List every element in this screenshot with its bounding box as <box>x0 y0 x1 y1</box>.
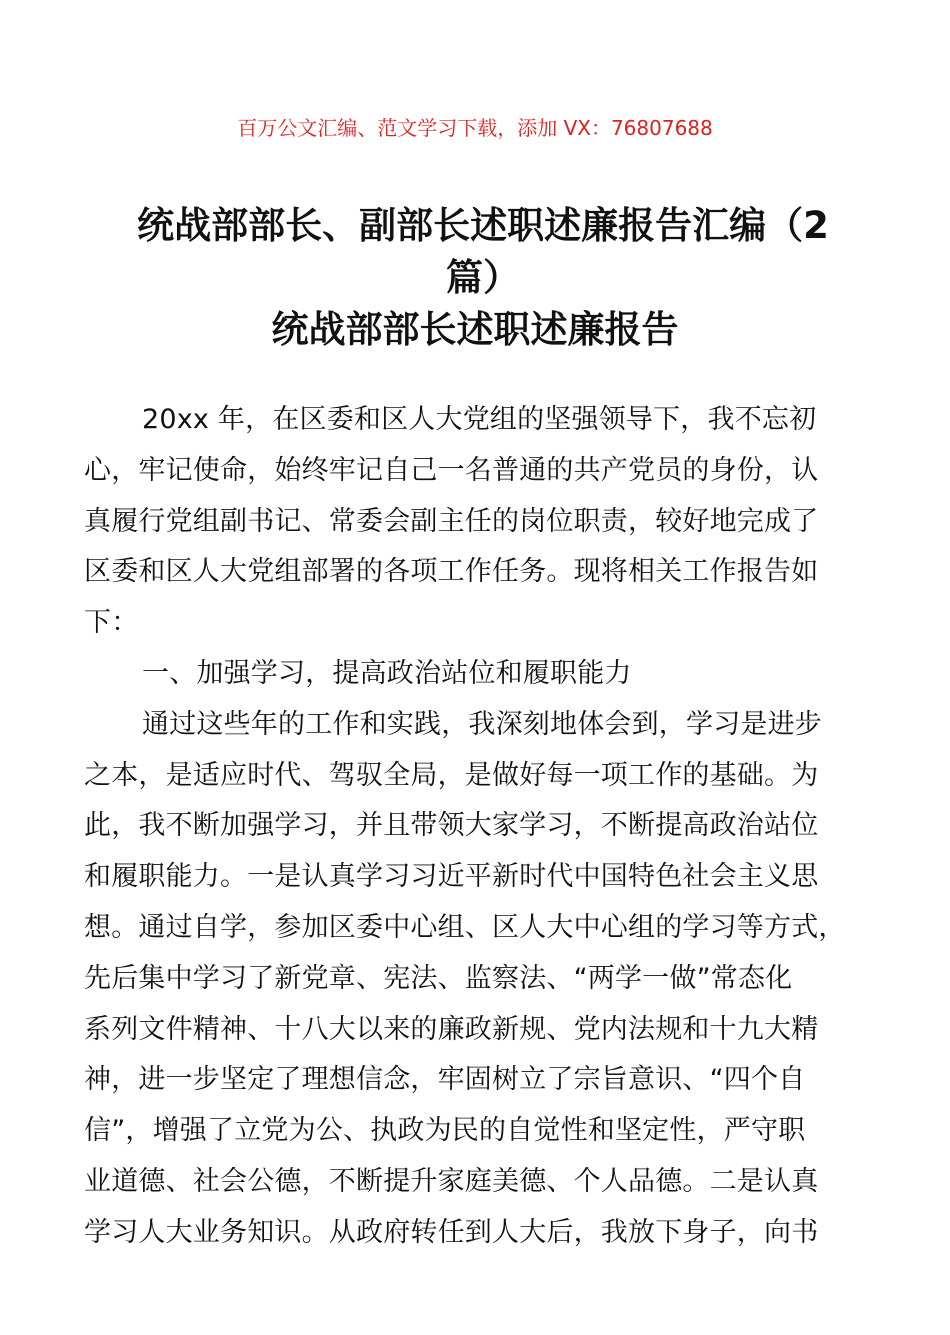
header-watermark-note: 百万公文汇编、范文学习下载，添加 VX：76807688 <box>237 116 713 140</box>
body-line: 通过这些年的工作和实践，我深刻地体会到，学习是进步 <box>142 708 822 740</box>
document-title-line-2: 篇） <box>446 256 520 299</box>
body-line: 信”，增强了立党为公、执政为民的自觉性和坚定性，严守职 <box>84 1115 806 1147</box>
body-line: 学习人大业务知识。从政府转任到人大后，我放下身子，向书 <box>84 1216 819 1248</box>
body-line: 和履职能力。一是认真学习习近平新时代中国特色社会主义思 <box>84 861 819 893</box>
document-subtitle: 统战部部长述职述廉报告 <box>271 308 679 351</box>
body-line: 系列文件精神、十八大以来的廉政新规、党内法规和十九大精 <box>84 1013 819 1045</box>
body-line: 之本，是适应时代、驾驭全局，是做好每一项工作的基础。为 <box>84 759 819 791</box>
body-line: 下： <box>84 607 139 639</box>
document-body <box>84 395 904 1259</box>
body-line: 此，我不断加强学习，并且带领大家学习，不断提高政治站位 <box>84 810 819 842</box>
body-line: 区委和区人大党组部署的各项工作任务。现将相关工作报告如 <box>84 556 819 588</box>
document-title-line-1: 统战部部长、副部长述职述廉报告汇编（2 <box>137 204 829 247</box>
body-line: 真履行党组副书记、常委会副主任的岗位职责，较好地完成了 <box>84 505 819 537</box>
body-line: 神，进一步坚定了理想信念，牢固树立了宗旨意识、“四个自 <box>84 1064 806 1096</box>
body-line: 业道德、社会公德，不断提升家庭美德、个人品德。二是认真 <box>84 1165 819 1197</box>
body-line: 心，牢记使命，始终牢记自己一名普通的共产党员的身份，认 <box>84 454 819 486</box>
body-line: 想。通过自学，参加区委中心组、区人大中心组的学习等方式， <box>84 911 846 943</box>
body-line: 先后集中学习了新党章、宪法、监察法、“两学一做”常态化 <box>84 962 793 994</box>
body-line: 20xx 年，在区委和区人大党组的坚强领导下，我不忘初 <box>142 404 817 435</box>
section-heading: 一、加强学习，提高政治站位和履职能力 <box>142 657 632 689</box>
